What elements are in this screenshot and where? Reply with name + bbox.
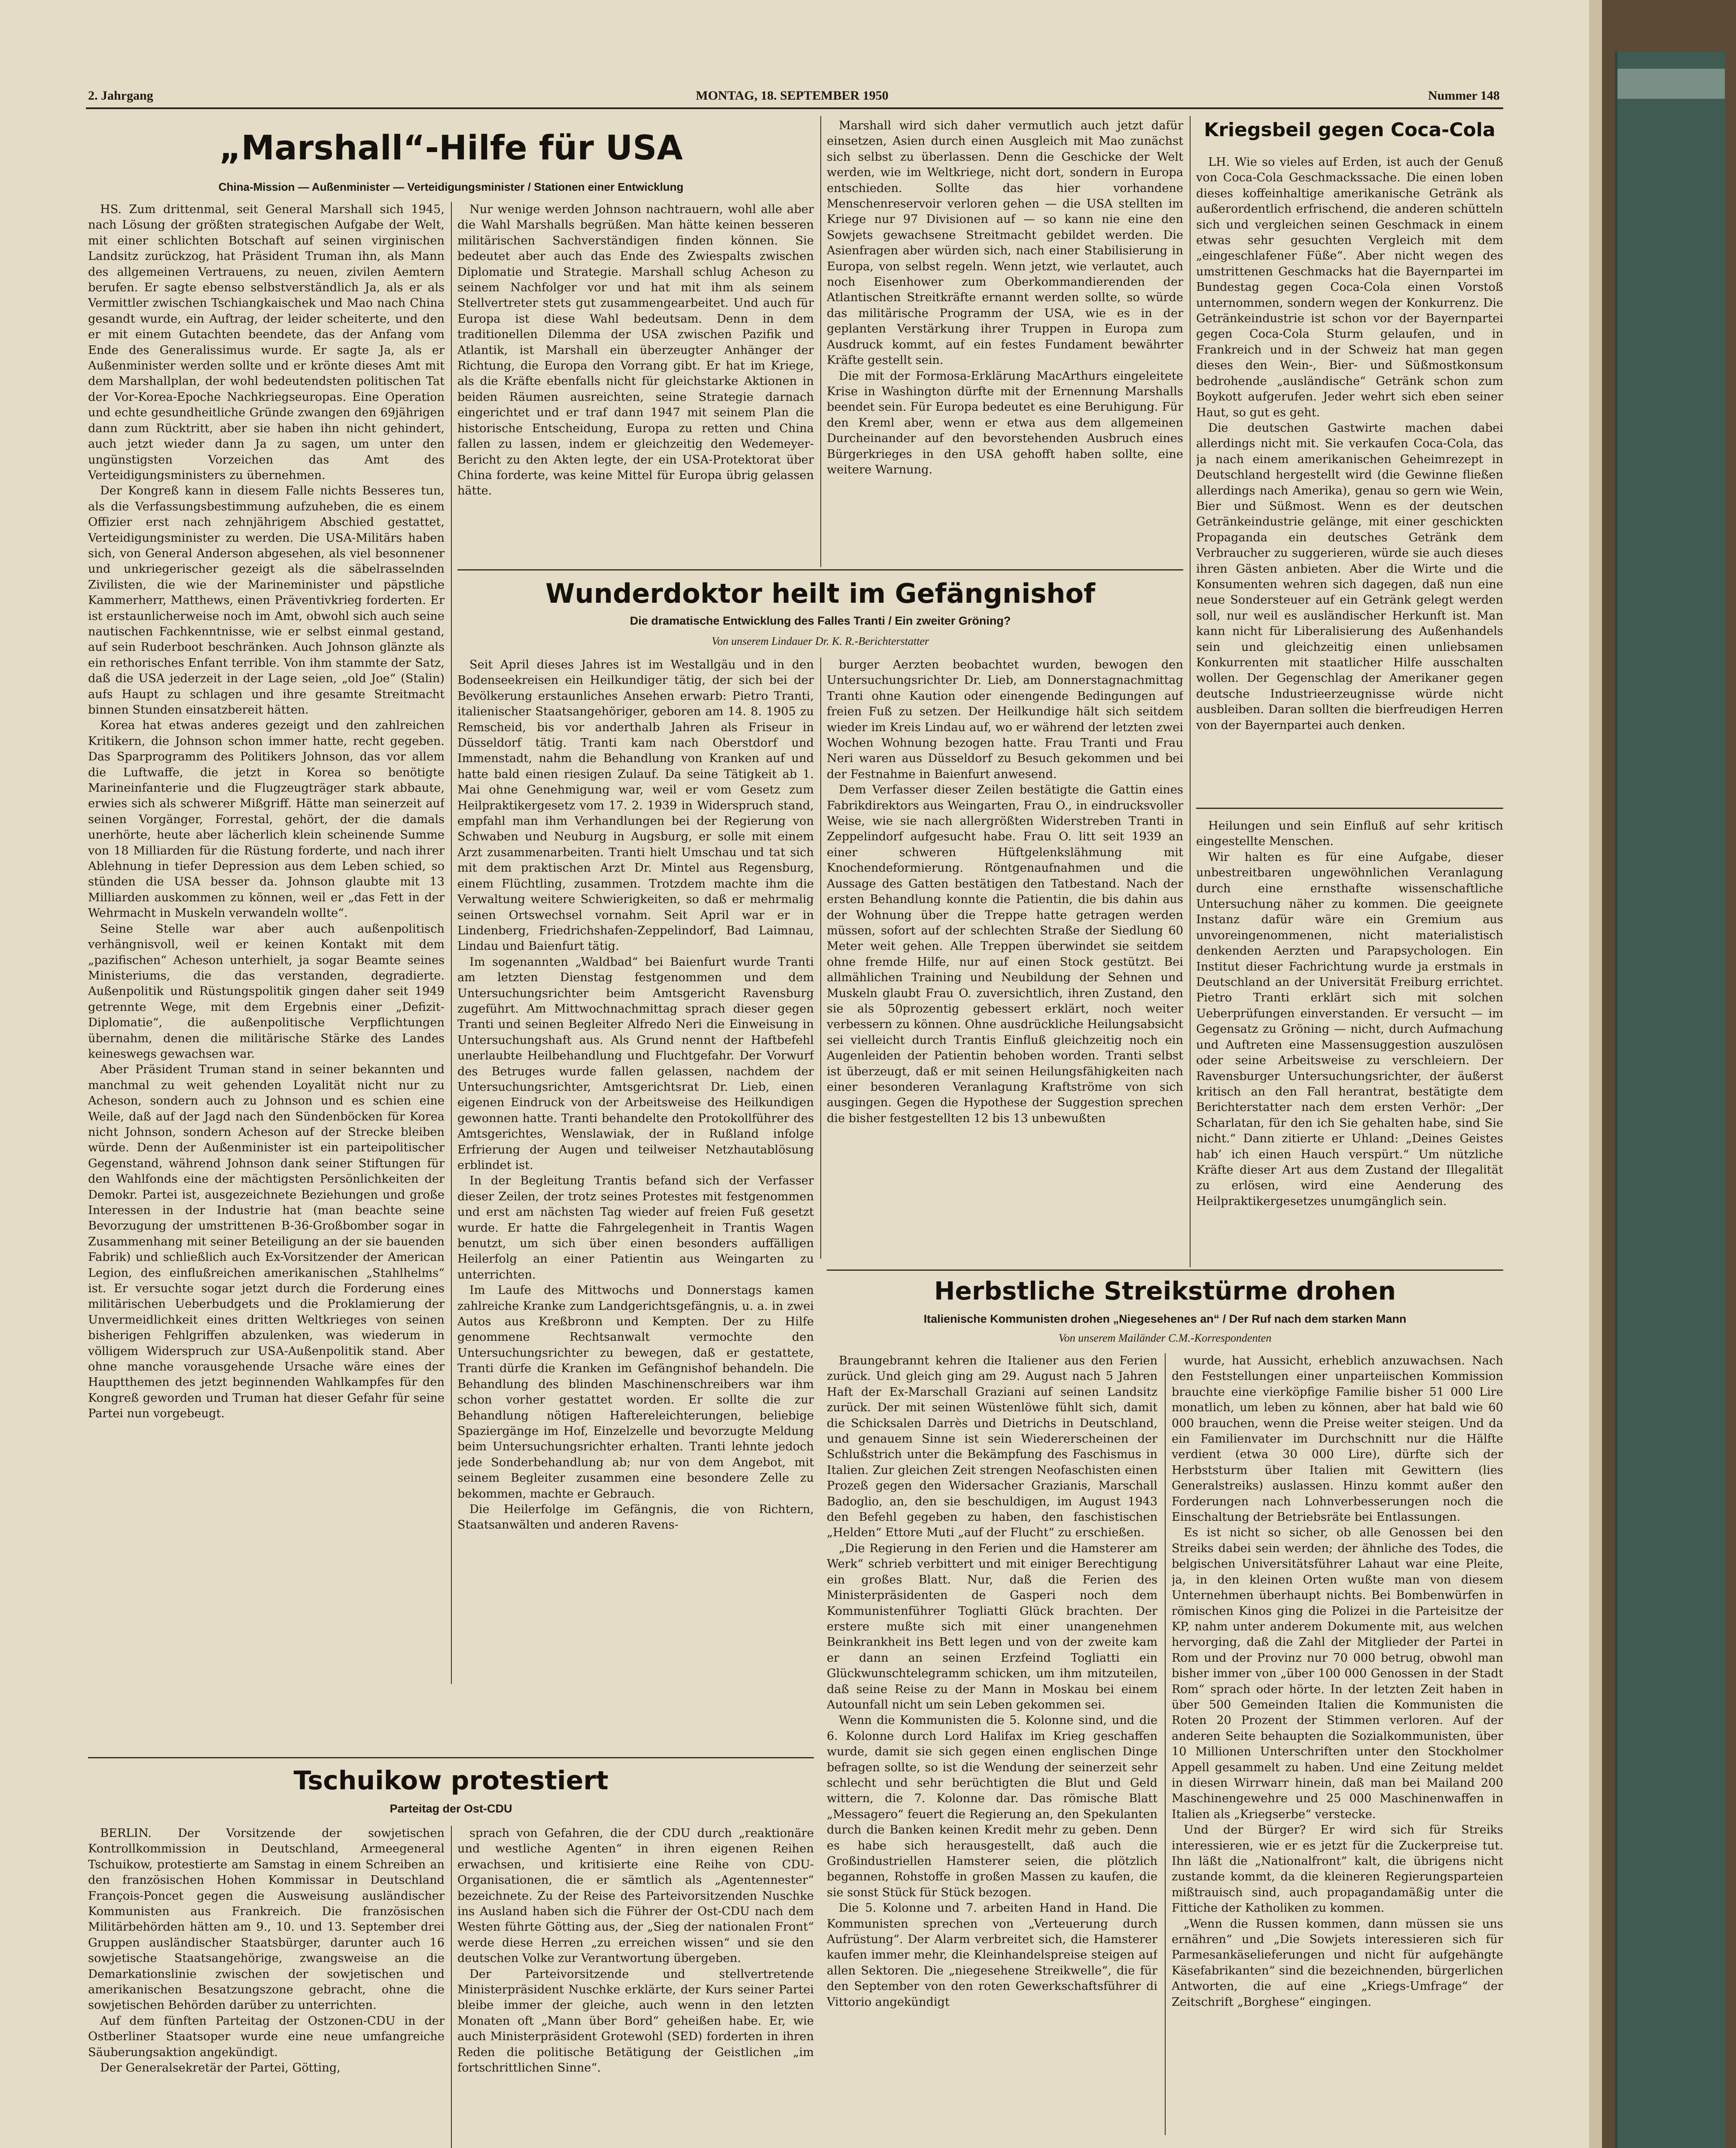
wunder-byline: Von unserem Lindauer Dr. K. R.-Berichterstatter bbox=[712, 635, 929, 647]
herbst-byline: Von unserem Mailänder C.M.-Korrespondenten bbox=[1058, 1332, 1272, 1344]
column-rule bbox=[820, 116, 821, 567]
herbst-subheadline: Italienische Kommunisten drohen „Niegesehenes an“ / Der Ruf nach dem starken Mann bbox=[923, 1312, 1407, 1325]
paragraph: Im Laufe des Mittwochs und Donnerstags kamen zahlreiche Kranke zum Landgerichtsgefängnis, u. a. in zwei Autos aus Kreßbronn und Kempten. Der zu Hilfe genommene Rechtsanwalt vermochte den Untersuchungsrichter zu bewegen, daß er gestattete, Tranti dürfe die Kranken im Gefängnishof behandeln. Die Behandlung des blinden Maschinenschreibers war ihm schon vorher gestattet worden. Er sollte die zur Behandlung nötigen Haftereleichterungen, beliebige Spaziergänge im Hof, Einzelzelle und bevorzugte Meldung beim Untersuchungsrichter erhalten. Tranti lehnte jedoch jede Sonderbehandlung ab; nur von dem Angebot, mit seinem Begleiter zusammen eine besondere Zelle zu bekommen, machte er Gebrauch. bbox=[457, 1284, 814, 1501]
marshall-headline: „Marshall“-Hilfe für USA bbox=[219, 129, 683, 168]
volume-label: 2. Jahrgang bbox=[88, 88, 153, 103]
paragraph: Wir halten es für eine Aufgabe, dieser unbestreitbaren ungewöhnlichen Veranlagung durch eine ernsthafte wissenschaftliche Untersuchung näher zu kommen. Die geeignete Instanz dafür wäre ein Gremium aus unvoreingenommenen, nicht materialistisch denkenden Aerzten und Parapsychologen. Ein Institut dieser Fachrichtung wurde ja erstmals in Deutschland an der Universität Freiburg errichtet. Pietro Tranti erklärt sich mit solchen Ueberprüfungen einverstanden. Er versucht — im Gegensatz zu Gröning — nicht, durch Aufmachung und Auftreten eine Massensuggestion auszulösen oder seine Arbeitsweise zu verschleiern. Der Ravensburger Untersuchungsrichter, der äußerst kritisch an den Fall herantrat, bestätigte dem Berichterstatter nach dem ersten Verhör: „Der Scharlatan, für den ich Sie gehalten habe, sind Sie nicht.“ Dann zitierte er Uhland: „Deines Geistes hab’ ich einen Hauch verspürt.“ Um nützliche Kräfte dieser Art aus dem Zustand der Illegalität zu erlösen, wird eine Aenderung des Heilpraktikergesetzes unumgänglich sein. bbox=[1196, 850, 1503, 1208]
paragraph: Der Generalsekretär der Partei, Götting, bbox=[100, 2061, 341, 2075]
paragraph: Seit April dieses Jahres ist im Westallgäu und in den Bodenseekreisen ein Heilkundiger tätig, der sich bei der Bevölkerung erstaunliches Ansehen erwarb: Pietro Tranti, italienischer Staatsangehöriger, geboren am 14. 8. 1905 zu Remscheid, bis vor anderthalb Jahren als Friseur in Düsseldorf tätig. Tranti kam nach Oberstdorf und Immenstadt, nahm die Behandlung von Kranken auf und hatte bald einen riesigen Zulauf. Da seine Tätigkeit ab 1. Mai ohne Genehmigung war, weil er vom Gesetz zum Heilpraktikergesetz vom 17. 2. 1939 in Widerspruch stand, empfahl man ihm Verhandlungen bei der Regierung von Schwaben und Neuburg in Augsburg, er solle mit einem Arzt zusammenarbeiten. Tranti hielt Umschau und tat sich mit dem praktischen Arzt Dr. Mintel aus Regensburg, einem Flüchtling, zusammen. Trotzdem machte ihm die Verwaltung weitere Schwierigkeiten, so daß er mehrmalig seinen Ortswechsel vornahm. Seit April war er in Lindenberg, Friedrichshafen-Zeppelindorf, Bad Laimnau, Lindau und Baienfurt tätig. bbox=[457, 658, 814, 953]
section-rule bbox=[88, 1757, 814, 1758]
tschuikow-column-1 bbox=[88, 1826, 445, 2148]
marshall-subheadline: China-Mission — Außenminister — Verteidigungsminister / Stationen einer Entwicklung bbox=[218, 180, 684, 193]
paragraph: burger Aerzten beobachtet wurden, bewogen den Untersuchungsrichter Dr. Lieb, am Donnerstagnachmittag Tranti ohne Kaution oder einengende Bedingungen auf freien Fuß zu setzen. Der Heilkundige hält sich seitdem wieder im Kreis Lindau auf, wo er während der letzten zwei Wochen Wohnung bezogen hatte. Frau Tranti und Frau Neri waren aus Düsseldorf zu Besuch gekommen und bei der Festnahme in Baienfurt anwesend. bbox=[827, 658, 1183, 781]
herbst-column-2 bbox=[1172, 1353, 1503, 2135]
tschuikow-subheadline: Parteitag der Ost-CDU bbox=[390, 1802, 512, 1815]
book-binding bbox=[1589, 0, 1736, 2148]
cocacola-column bbox=[1196, 155, 1503, 790]
section-rule bbox=[457, 569, 1183, 571]
paragraph: „Wenn die Russen kommen, dann müssen sie uns ernähren“ und „Die Sowjets interessieren sich für Parmesankäselieferungen und nicht für aufgehängte Käsefabrikanten“ sind die bezeichnenden, bürgerlichen Antworten, die auf eine „Kriegs-Umfrage“ der Zeitschrift „Borghese“ eingingen. bbox=[1172, 1917, 1503, 2009]
marshall-column-1 bbox=[88, 202, 445, 1684]
paragraph: Dem Verfasser dieser Zeilen bestätigte die Gattin eines Fabrikdirektors aus Weingarten, Frau O., in eindrucksvoller Weise, wie sie nach allergrößten Widerstreben Tranti in Zeppelindorf aufgesucht habe. Frau O. litt seit 1939 an einer schweren Hüftgelenkslähmung mit Knochendeformierung. Röntgenaufnahmen und die Aussage des Gatten bestätigen den Tatbestand. Nach der ersten Behandlung konnte die Patientin, die bis dahin aus der Wohnung über die Treppe hatte getragen werden müssen, sofort auf der schlechten Straße der Siedlung 60 Meter weit gehen. Alle Treppen überwindet sie seitdem ohne fremde Hilfe, nur auf einen Stock gestützt. Bei allmählichen Training und Neubildung der Sehnen und Muskeln glaubt Frau O. zuversichtlich, ihren Zustand, den sie als 50prozentig gebessert erklärt, noch weiter verbessern zu können. Ohne ausdrückliche Heilungsabsicht sei vielleicht durch Trantis Einfluß gleichzeitig noch ein Augenleiden der Patientin behoben worden. Tranti selbst ist überzeugt, daß er mit seinen Heilungsfähigkeiten nach einer besonderen Veranlagung Kraftströme von sich ausgingen. Gegen die Hypothese der Suggestion sprechen die bisher festgestellten 12 bis 13 unbewußten bbox=[827, 783, 1183, 1125]
herbst-headline: Herbstliche Streikstürme drohen bbox=[934, 1276, 1396, 1306]
wunder-column-1 bbox=[457, 657, 814, 1706]
cover-band bbox=[1617, 69, 1725, 99]
wunder-continuation-column bbox=[1196, 818, 1503, 1269]
date-line: MONTAG, 18. SEPTEMBER 1950 bbox=[696, 88, 889, 103]
paragraph: Und der Bürger? Er wird sich für Streiks interessieren, wie er es jetzt für die Zuckerpreise tut. Ihn läßt die „Nationalfront“ kalt, die übrigens nicht zustande kommt, da die kleineren Regierungsparteien mißtrauisch sind, auch propagandamäßig unter die Fittiche der Katholiken zu kommen. bbox=[1172, 1823, 1503, 1915]
tschuikow-column-2 bbox=[457, 1826, 814, 2148]
paragraph: Marshall wird sich daher vermutlich auch jetzt dafür einsetzen, Asien durch einen Ausgleich mit Mao zunächst sich selbst zu überlassen. Denn die Geschicke der Welt werden, wie im Weltkriege, nicht dort, sondern in Europa entschieden. Sollte das hier vorhandene Menschenreservoir verloren gehen — die USA stellten im Kriege nur 97 Divisionen auf — so kann nie eine den Sowjets gewachsene Streitmacht gebildet werden. Die Asienfragen aber würden sich, nach einer Stabilisierung in Europa, von selbst regeln. Wenn jetzt, wie verlautet, auch noch Eisenhower zum Oberkommandierenden der Atlantischen Streitkräfte ernannt werden sollte, so würde das militärische Programm der USA, wie es in der geplanten Verstärkung ihrer Truppen in Europa zum Ausdruck kommt, auf ein festes Fundament bewährter Kräfte gestellt sein. bbox=[827, 119, 1183, 367]
column-rule bbox=[1190, 116, 1191, 1267]
paragraph: sprach von Gefahren, die der CDU durch „reaktionäre und westliche Agenten“ in ihren eigenen Reihen erwachsen, und kritisierte eine Reihe von CDU-Organisationen, die er sämtlich als „Agentennester“ bezeichnete. Zu der Reise des Parteivorsitzenden Nuschke ins Ausland haben sich die Führer der Ost-CDU nach dem Westen führte Götting aus, der „Sieg der nationalen Front“ werde diese Herren „zu erreichen wissen“ und sie den deutschen Volke zur Verantwortung übergeben. bbox=[457, 1827, 814, 1965]
paragraph: Die deutschen Gastwirte machen dabei allerdings nicht mit. Sie verkaufen Coca-Cola, das ja nach einem amerikanischen Geheimrezept in Deutschland hergestellt wird (die Gewinne fließen allerdings nach Amerika), genau so gern wie Wein, Bier und Süßmost. Wenn es der deutschen Getränkeindustrie gelänge, mit einer geschickten Propaganda ein deutsches Getränk dem Verbraucher zu suggerieren, würde sie auch dieses ihren Gästen anbieten. Aber die Wirte und die Konsumenten wehren sich dagegen, daß nun eine neue Sondersteuer auf ein Getränk gelegt werden soll, nur weil es ausländischer Herkunft ist. Man kann nicht für Liberalisierung des Außenhandels sein und gleichzeitig einen unliebsamen Konkurrenten mit staatlicher Hilfe ausschalten wollen. Der Gegenschlag der Amerikaner gegen deutsche Industrieerzeugnisse würde nicht ausbleiben. Daran sollten die bierfreudigen Herren von der Bayernpartei auch denken. bbox=[1196, 421, 1503, 732]
paragraph: BERLIN. Der Vorsitzende der sowjetischen Kontrollkommission in Deutschland, Armeegeneral Tschuikow, protestierte am Samstag in einem Schreiben an den französischen Hohen Kommissar in Deutschland François-Poncet gegen die Ausweisung ausländischer Kommunisten aus Frankreich. Die französischen Militärbehörden hätten am 9., 10. und 13. September drei Gruppen ausländischer Staatsbürger, darunter auch 16 sowjetische Staatsangehörige, zwangsweise an die Demarkationslinie zwischen der sowjetischen und amerikanischen Besatzungszone gebracht, ohne die sowjetischen Behörden darüber zu unterrichten. bbox=[88, 1827, 445, 2012]
paragraph: wurde, hat Aussicht, erheblich anzuwachsen. Nach den Feststellungen einer unparteiischen Kommission brauchte eine vierköpfige Familie bisher 51 000 Lire monatlich, um leben zu können, aber hat bald wie 60 000 brauchen, wenn die Preise weiter steigen. Und da ein Familienvater im Durchschnitt nur die Hälfte verdient (etwa 30 000 Lire), dürfte sich der Herbststurm über Italien mit Gewittern (lies Generalstreiks) auslassen. Hinzu kommt außer den Forderungen nach Lohnverbesserungen noch die Einschaltung der Betriebsräte bei Entlassungen. bbox=[1172, 1354, 1503, 1524]
header-rule bbox=[86, 107, 1503, 109]
issue-number: Nummer 148 bbox=[1428, 88, 1500, 103]
paragraph: Es ist nicht so sicher, ob alle Genossen bei den Streiks dabei sein werden; der ähnliche des Todes, die belgischen Universitätsführer Lahaut war eine Pleite, ja, in den kleinen Orten wußte man von diesem Unternehmen überhaupt nichts. Bei Bombenwürfen in römischen Kinos ging die Polizei in die Parteisitze der KP, nahm unter anderem Dokumente mit, aus welchen hervorging, daß die Zahl der Mitglieder der Partei in Rom und der Provinz nur 70 000 betrug, obwohl man bisher immer von „über 100 000 Genossen in der Stadt Rom“ sprach oder hörte. In der letzten Zeit haben in über 500 Gemeinden Italien die Kommunisten die Roten 20 Prozent der Stimmen verloren. Auf der anderen Seite behaupten die Sozialkommunisten, über 10 Millionen Unterschriften unter den Stockholmer Appell gesammelt zu haben. Und eine Zeitung meldet in diesen Wirrwarr hinein, daß man bei Mailand 200 Maschinengewehre und 25 000 Maschinenwaffen in Italien als „Kriegserbe“ verstecke. bbox=[1172, 1526, 1503, 1821]
paragraph: Aber Präsident Truman stand in seiner bekannten und manchmal zu weit gehenden Loyalität nicht nur zu Acheson, sondern auch zu Johnson und es schien eine Weile, daß auf der Jagd nach den Sündenböcken für Korea nicht Johnson, sondern Acheson auf der Strecke bleiben würde. Denn der Außenminister ist ein parteipolitischer Gegenstand, während Johnson dank seiner Stiftungen für den Wahlfonds eine der mächtigsten Persönlichkeiten der Demokr. Partei ist, ausgezeichnete Beziehungen und große Interessen in der Industrie hat (man beachte seine Bevorzugung der umstrittenen B-36-Großbomber sogar in Zusammenhang mit seiner Beteiligung an der sie bauenden Fabrik) und schließlich auch Ex-Vorsitzender der American Legion, des einflußreichen amerikanischen „Stahlhelms“ ist. Er versuchte sogar jetzt durch die Forderung eines militärischen Ueberbudgets und die Proklamierung der Unvermeidlichkeit eines dritten Weltkrieges von seinen bisherigen Fehlgriffen abzulenken, was wiederum in völligem Widerspruch zur USA-Außenpolitik stand. Aber ohne manche vorausgehende Ursache wäre eines der Hauptthemen des jetzt beginnenden Wahlkampfes für den Kongreß geworden und Truman hat dieser Gefahr für seine Partei nun vorgebeugt. bbox=[88, 1063, 445, 1421]
paragraph: LH. Wie so vieles auf Erden, ist auch der Genuß von Coca-Cola Geschmackssache. Die einen loben dieses koffeinhaltige amerikanische Getränk als außerordentlich erfrischend, die anderen schütteln sich und vergleichen seinen Geschmack in einem etwas sehr gesuchten Vergleich mit dem „eingeschlafener Füße“. Aber nicht wegen des umstrittenen Geschmacks hat die Bayernpartei im Bundestag gegen Coca-Cola einen Vorstoß unternommen, sondern wegen der Konkurrenz. Die Getränkeindustrie ist schon vor der Bayernpartei gegen Coca-Cola Sturm gelaufen, und in Frankreich und in der Schweiz hat man gegen dieses den Wein-, Bier- und Süßmostkonsum bedrohende „ausländische“ Getränk schon zum Boykott aufgerufen. Jeder wehrt sich eben seiner Haut, so gut es geht. bbox=[1196, 156, 1503, 419]
paragraph: Braungebrannt kehren die Italiener aus den Ferien zurück. Und gleich ging am 29. August nach 5 Jahren Haft der Ex-Marschall Graziani auf seinen Landsitz zurück. Der mit seinen Wüstenlöwe fühlt sich, damit die Schicksalen Darrès und Dietrichs in Deutschland, und genauem Sinne ist sein Wiedererscheinen der Schlußstrich unter die Bekämpfung des Faschismus in Italien. Zur gleichen Zeit strengen Neofaschisten einen Prozeß gegen den Widersacher Grazianis, Marschall Badoglio, an, den sie beschuldigen, im August 1943 den Befehl gegeben zu haben, den faschistischen „Helden“ Ettore Muti „auf der Flucht“ zu erschießen. bbox=[827, 1354, 1157, 1540]
column-rule bbox=[820, 657, 821, 1259]
paragraph: Die 5. Kolonne und 7. arbeiten Hand in Hand. Die Kommunisten sprechen von „Verteuerung durch Aufrüstung“. Der Alarm verbreitet sich, die Hamsterer kaufen immer mehr, die Kleinhandelspreise steigen auf allen Sektoren. Die „niegesehene Streikwelle“, die für den September von den roten Gewerkschaftsführer di Vittorio angekündigt bbox=[827, 1901, 1157, 2009]
paragraph: Nur wenige werden Johnson nachtrauern, wohl alle aber die Wahl Marshalls begrüßen. Man hätte keinen besseren militärischen Sachverständigen finden können. Sie bedeutet aber auch das Ende des Zwiespalts zwischen Diplomatie und Strategie. Marshall schlug Acheson zu seinem Nachfolger vor und hat mit ihm als seinem Stellvertreter stets gut zusammengearbeitet. Und auch für Europa ist diese Wahl bedeutsam. Denn in dem traditionellen Dilemma der USA zwischen Pazifik und Atlantik, ist Marshall ein überzeugter Anhänger der Richtung, die Europa den Vorrang gibt. Er hat im Kriege, als die Kräfte ebenfalls nicht für gleichstarke Aktionen in beiden Räumen ausreichten, seine Strategie darnach eingerichtet und er traf dann 1947 mit seinem Plan die historische Entscheidung, Europa zu retten und China fallen zu lassen, indem er gleichzeitig den Wedemeyer-Bericht zu den Akten legte, der ein USA-Protektorat über China forderte, was keine Mittel für Europa übrig gelassen hätte. bbox=[457, 203, 814, 498]
paragraph: Der Kongreß kann in diesem Falle nichts Besseres tun, als die Verfassungsbestimmung aufzuheben, die es einem Offizier erst nach zehnjährigem Abschied gestattet, Verteidigungsminister zu werden. Die USA-Militärs haben sich, von General Anderson abgesehen, als viel besonnener und unkriegerischer gezeigt als die säbelrasselnden Zivilisten, die wie der Marineminister und päpstliche Kammerherr, Matthews, einen Präventivkrieg forderten. Er ist erstaunlicherweise noch im Amt, obwohl sich auch seine nautischen Fachkenntnisse, wie er selbst einmal gestand, auf sein Ruderboot beschränken. Auch Johnson glänzte als ein rethorisches Enfant terrible. Von ihm stammte der Satz, daß die USA jederzeit in der Lage seien, „old Joe“ (Stalin) aufs Haupt zu schlagen und ihre gesamte Streitmacht binnen Stunden einsatzbereit hätten. bbox=[88, 484, 445, 717]
paragraph: Auf dem fünften Parteitag der Ostzonen-CDU in der Ostberliner Staatsoper wurde eine neue umfangreiche Säuberungsaktion angekündigt. bbox=[88, 2014, 445, 2059]
paragraph: HS. Zum drittenmal, seit General Marshall sich 1945, nach Lösung der größten strategischen Aufgabe der Welt, mit einer schlichten Botschaft auf seinen virginischen Landsitz zurückzog, hat Präsident Truman ihn, als Mann des allgemeinen Vertrauens, zu neuen, zivilen Aemtern berufen. Er sagte ebenso selbstverständlich Ja, als er als Vermittler zwischen Tschiangkaischek und Mao nach China gesandt wurde, ein Auftrag, der leider scheiterte, und den er mit einem Gutachten beendete, das der Anfang vom Ende des Generalissimus wurde. Er sagte Ja, als er Außenminister werden sollte und er krönte dieses Amt mit dem Marshallplan, der wohl bedeutendsten politischen Tat der Vor-Korea-Epoche Nachkriegseuropas. Eine Operation und echte gesundheitliche Gründe zwangen den 69jährigen dann zum Rücktritt, aber sie haben ihn nicht gehindert, auch jetzt wieder dann Ja zu sagen, um unter den ungünstigsten Vorzeichen das Amt des Verteidigungsministers zu übernehmen. bbox=[88, 203, 445, 482]
volume-cover bbox=[1615, 52, 1725, 2148]
paragraph: Wenn die Kommunisten die 5. Kolonne sind, und die 6. Kolonne durch Lord Halifax im Krieg geschaffen wurde, damit sie sich gegen einen englischen Dinge befragen sollte, so ist die Wendung der seinerzeit sehr schlecht und sehr berüchtigten die Blut und Geld wittern, die 7. Kolonne dar. Das römische Blatt „Messagero“ feuert die Regierung an, den Spekulanten durch die Banken keinen Kredit mehr zu geben. Denn es habe sich herausgestellt, daß auch die Großindustriellen Hamsterer seien, die plötzlich begannen, Rohstoffe in großen Massen zu kaufen, die sie sonst Stück für Stück bezogen. bbox=[827, 1714, 1157, 1899]
wunder-subheadline: Die dramatische Entwicklung des Falles Tranti / Ein zweiter Gröning? bbox=[630, 614, 1011, 627]
paragraph: Der Parteivorsitzende und stellvertretende Ministerpräsident Nuschke erklärte, der Kurs seiner Partei bleibe immer der gleiche, auch wenn in den letzten Monaten oft „Mann über Bord“ geheißen habe. Er, wie auch Ministerpräsident Grotewohl (SED) forderten in ihren Reden die politische Betätigung der Geistlichen „im fortschrittlichen Sinne“. bbox=[457, 1967, 814, 2075]
marshall-column-3 bbox=[827, 118, 1183, 567]
section-rule bbox=[827, 1269, 1503, 1271]
paragraph: „Die Regierung in den Ferien und die Hamsterer am Werk“ schrieb verbittert und mit einiger Berechtigung ein großes Blatt. Nur, daß die Ferien des Ministerpräsidenten de Gasperi noch dem Kommunistenführer Togliatti Glück brachten. Der erstere mußte sich mit einer unangenehmen Beinkrankheit ins Bett legen und von der zweite kam er dann an seinen Erzfeind Togliatti ein Glückwunschtelegramm schicken, um ihm mitzuteilen, daß seine Reise zu der Mann in Moskau bei einem Autounfall nicht um sein Leben gekommen sei. bbox=[827, 1541, 1157, 1712]
paragraph: Seine Stelle war aber auch außenpolitisch verhängnisvoll, weil er keinen Kontakt mit dem „pazifischen“ Acheson unterhielt, ja sogar Beamte seines Ministeriums, die das verstanden, degradierte. Außenpolitik und Rüstungspolitik gingen daher seit 1949 getrennte Wege, mit dem Ergebnis einer „Defizit-Diplomatie“, die außenpolitische Verpflichtungen übernahm, denen die militärische Stärke des Landes keineswegs gewachsen war. bbox=[88, 922, 445, 1061]
paragraph: Die mit der Formosa-Erklärung MacArthurs eingeleitete Krise in Washington dürfte mit der Ernennung Marshalls beendet sein. Für Europa bedeutet es eine Beruhigung. Für den Kreml aber, wenn er etwa aus dem allgemeinen Durcheinander auf den bevorstehenden Ausbruch eines Bürgerkrieges in den USA gehofft haben sollte, eine weitere Warnung. bbox=[827, 369, 1183, 476]
paragraph: Im sogenannten „Waldbad“ bei Baienfurt wurde Tranti am letzten Dienstag festgenommen und dem Untersuchungsrichter beim Amtsgericht Ravensburg zugeführt. Am Mittwochnachmittag sprach dieser gegen Tranti und seinen Begleiter Alfredo Neri die Einweisung in Untersuchungshaft aus. Als Grund nennt der Haftbefehl unerlaubte Heilbehandlung und Fluchtgefahr. Der Vorwurf des Betruges wurde fallen gelassen, nachdem der Untersuchungsrichter, Amtsgerichtsrat Dr. Lieb, einen eigenen Eindruck von der Arbeitsweise des Heilkundigen gewonnen hatte. Tranti behandelte den Protokollführer des Amtsgerichtes, Wenslawiak, der in Rußland infolge Erfrierung der Augen und teilweiser Netzhautablösung erblindet ist. bbox=[457, 955, 814, 1172]
wunder-headline: Wunderdoktor heilt im Gefängnishof bbox=[545, 578, 1095, 609]
wunder-column-2 bbox=[827, 657, 1183, 1259]
paragraph: Heilungen und sein Einfluß auf sehr kritisch eingestellte Menschen. bbox=[1196, 819, 1503, 848]
marshall-column-2 bbox=[457, 202, 814, 554]
section-rule bbox=[1196, 808, 1503, 809]
column-rule bbox=[451, 1826, 452, 2148]
cocacola-headline: Kriegsbeil gegen Coca-Cola bbox=[1204, 119, 1495, 141]
paragraph: In der Begleitung Trantis befand sich der Verfasser dieser Zeilen, der trotz seines Protestes mit festgenommen und erst am nächsten Tag wieder auf freien Fuß gesetzt wurde. Er hatte die Fahrgelegenheit in Trantis Wagen benutzt, um sich über einen besonders auffälligen Heilerfolg an einer Patientin aus Weingarten zu unterrichten. bbox=[457, 1174, 814, 1281]
paragraph: Korea hat etwas anderes gezeigt und den zahlreichen Kritikern, die Johnson schon immer hatte, recht gegeben. Das Sparprogramm des Politikers Johnson, das vor allem die Luftwaffe, die jetzt in Korea so benötigte Marineinfanterie und die Flugzeugträger stark abbaute, erwies sich als schwerer Mißgriff. Hätte man seinerzeit auf seinen Vorgänger, Forrestal, gehört, der die damals unerhörte, heute aber lächerlich klein scheinende Summe von 18 Milliarden für die Rüstung forderte, und nach ihrer Ablehnung in tiefer Depression aus dem Leben schied, so stünden die USA besser da. Johnson glaubte mit 13 Milliarden auskommen zu können, weil er „das Fett in der Wehrmacht in Muskeln verwandeln wollte“. bbox=[88, 719, 445, 920]
paragraph: Die Heilerfolge im Gefängnis, die von Richtern, Staatsanwälten und anderen Ravens- bbox=[457, 1502, 814, 1532]
column-rule bbox=[451, 202, 452, 1684]
column-rule bbox=[1165, 1353, 1166, 2135]
page-edges bbox=[1589, 0, 1602, 2148]
herbst-column-1 bbox=[827, 1353, 1157, 2135]
tschuikow-headline: Tschuikow protestiert bbox=[293, 1766, 609, 1796]
